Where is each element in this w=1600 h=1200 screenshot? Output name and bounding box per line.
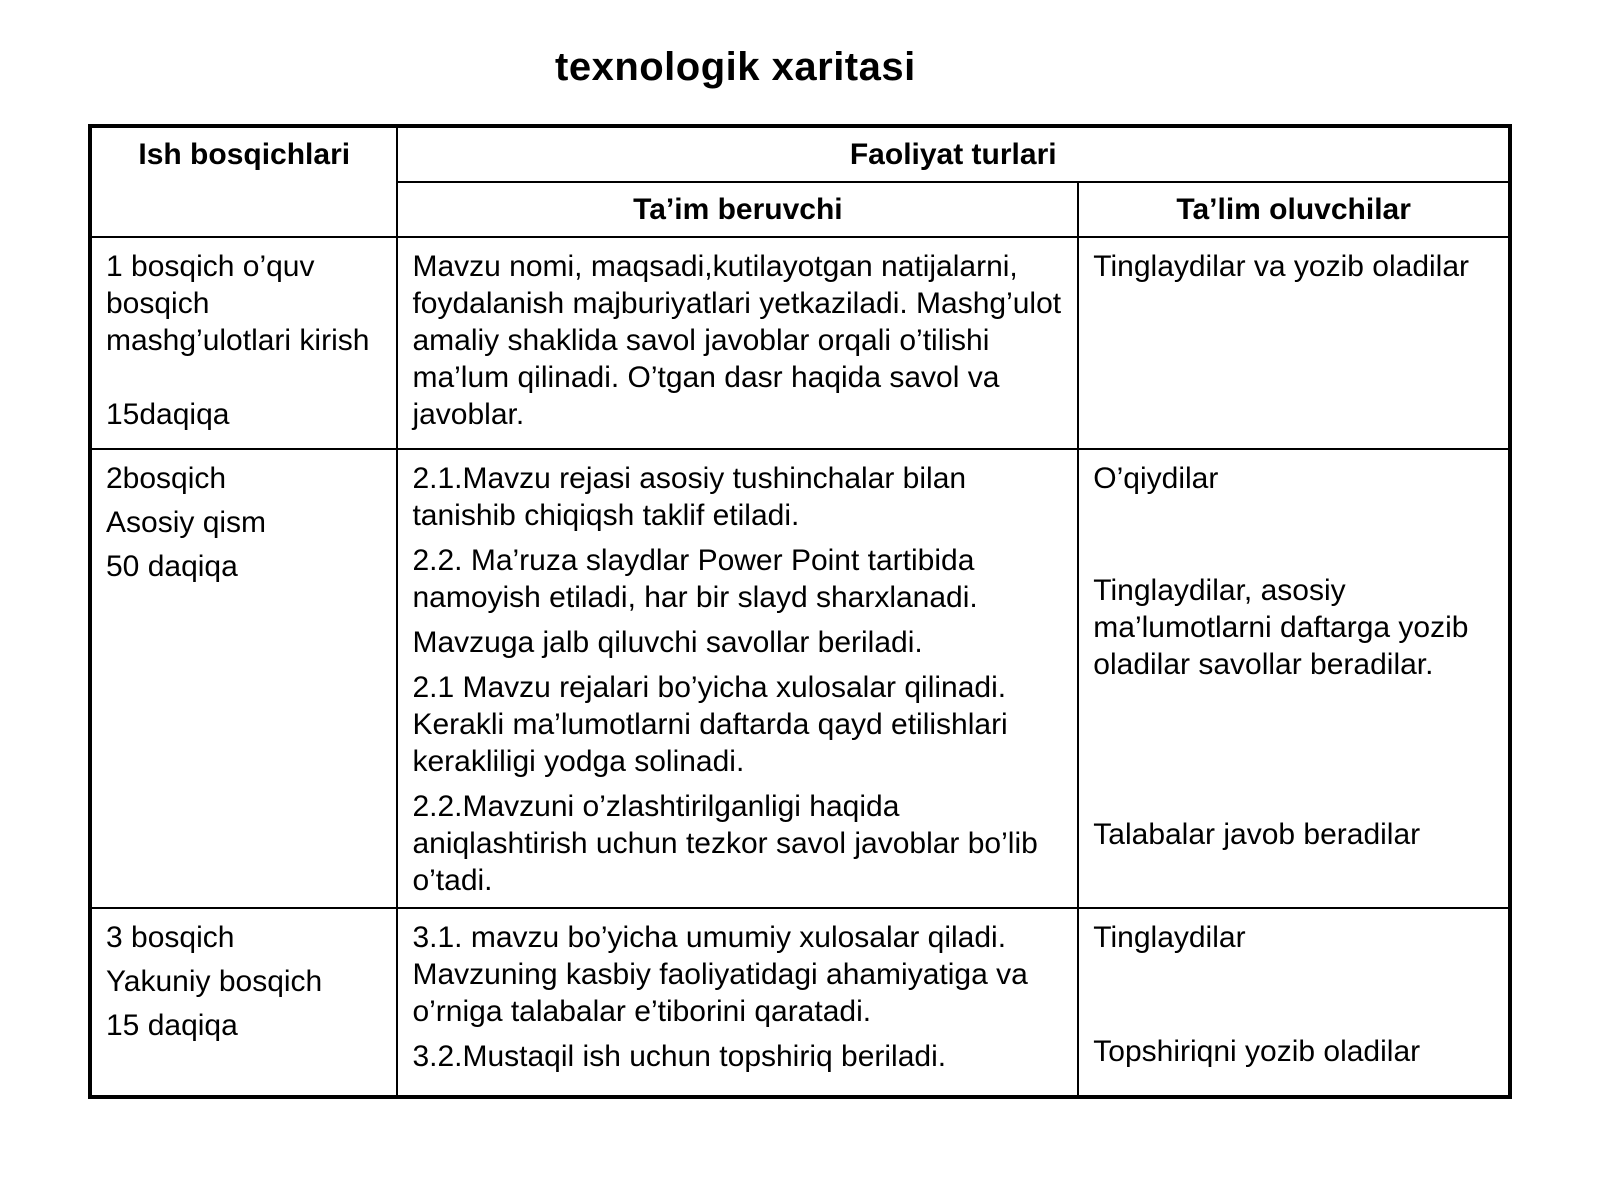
stage-cell	[90, 449, 397, 908]
student-activity: Tinglaydilar, asosiy ma’lumotlarni daftarga yozib oladilar savollar beradilar.	[1093, 574, 1469, 681]
stage-number: 2bosqich	[106, 462, 227, 495]
stage-time: 15daqiqa	[106, 398, 230, 431]
header-students: Ta’lim oluvchilar	[1078, 182, 1510, 237]
stage-cell	[90, 908, 397, 1097]
table-row	[90, 908, 1510, 1097]
teacher-activity: 2.1 Mavzu rejalari bo’yicha xulosalar qilinadi. Kerakli ma’lumotlarni daftarda qayd etilishlari kerakliligi yodga solinadi.	[412, 671, 1008, 778]
stage-name: 1 bosqich o’quv bosqich mashg’ulotlari kirish	[106, 250, 370, 357]
stage-name: Yakuniy bosqich	[106, 965, 323, 998]
teacher-cell	[397, 237, 1078, 449]
stage-name: Asosiy qism	[106, 506, 267, 539]
teacher-activity: 3.1. mavzu bo’yicha umumiy xulosalar qiladi. Mavzuning kasbiy faoliyatidagi ahamiyatiga va o’rniga talabalar e’tiborini qaratadi.	[412, 921, 1028, 1028]
header-activities: Faoliyat turlari	[397, 126, 1510, 182]
teacher-cell	[397, 908, 1078, 1097]
student-activity: Tinglaydilar va yozib oladilar	[1093, 250, 1470, 283]
header-stages: Ish bosqichlari	[90, 126, 397, 237]
teacher-activity: 3.2.Mustaqil ish uchun topshiriq beriladi.	[412, 1040, 947, 1073]
page-title: texnologik xaritasi	[555, 45, 916, 89]
table-row	[90, 237, 1510, 449]
stage-cell	[90, 237, 397, 449]
students-cell	[1078, 449, 1510, 908]
stage-time: 15 daqiqa	[106, 1009, 238, 1042]
teacher-activity: 2.1.Mavzu rejasi asosiy tushinchalar bilan tanishib chiqiqsh taklif etiladi.	[412, 462, 967, 532]
students-cell	[1078, 908, 1510, 1097]
teacher-cell	[397, 449, 1078, 908]
table-row	[90, 449, 1510, 908]
students-cell	[1078, 237, 1510, 449]
stage-time: 50 daqiqa	[106, 550, 238, 583]
stage-number: 3 bosqich	[106, 921, 235, 954]
teacher-activity: Mavzu nomi, maqsadi,kutilayotgan natijalarni, foydalanish majburiyatlari yetkaziladi. Mashg’ulot amaliy shaklida savol javoblar orqali o’tilishi ma’lum qilinadi. O’tgan dasr haqida savol va javoblar.	[412, 250, 1062, 431]
header-teacher: Ta’im beruvchi	[397, 182, 1078, 237]
teacher-activity: Mavzuga jalb qiluvchi savollar beriladi.	[412, 626, 923, 659]
student-activity: O’qiydilar	[1093, 462, 1219, 495]
technological-map-table	[88, 124, 1512, 1099]
teacher-activity: 2.2.Mavzuni o’zlashtirilganligi haqida aniqlashtirish uchun tezkor savol javoblar bo’lib o’tadi.	[412, 790, 1038, 897]
teacher-activity: 2.2. Ma’ruza slaydlar Power Point tartibida namoyish etiladi, har bir slayd sharxlanadi.	[412, 544, 978, 614]
student-activity: Tinglaydilar	[1093, 921, 1246, 954]
student-activity: Talabalar javob beradilar	[1093, 818, 1421, 851]
student-activity: Topshiriqni yozib oladilar	[1093, 1035, 1421, 1068]
